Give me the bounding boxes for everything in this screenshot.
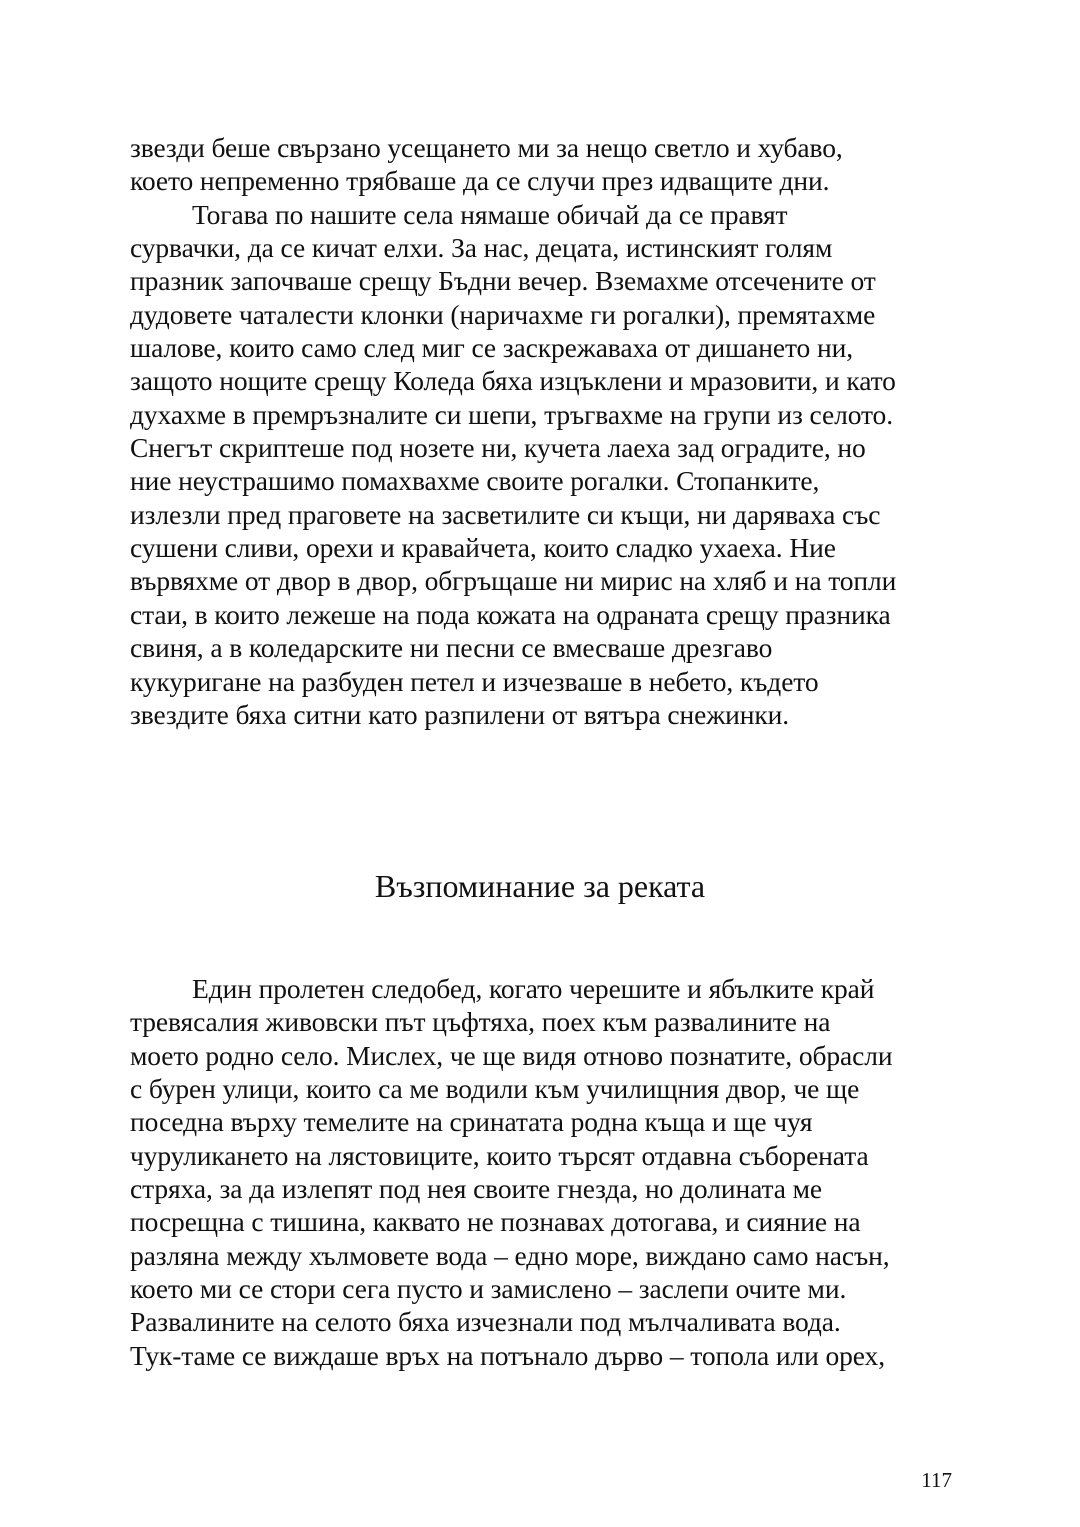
text-line: шалове, които само след миг се заскрежаваха от дишането ни, <box>130 332 853 364</box>
text-line: ние неустрашимо помахвахме своите рогалки. Стопанките, <box>130 465 820 497</box>
text-block-bottom <box>130 972 960 1372</box>
text-line: с бурен улици, които са ме водили към училищния двор, че ще <box>130 1073 860 1105</box>
text-line: кукуригане на разбуден петел и изчезваше в небето, където <box>130 665 819 697</box>
text-line: излезли пред праговете на засветилите си къщи, ни даряваха със <box>130 498 881 530</box>
text-line: свиня, а в коледарските ни песни се вмесваше дрезгаво <box>130 632 773 664</box>
text-line: Развалините на селото бяха изчезнали под мълчаливата вода. <box>130 1306 841 1338</box>
text-line: поседна върху темелите на сринатата родна къща и ще чуя <box>130 1106 813 1138</box>
paragraph-first-line: Един пролетен следобед, когато черешите и ябълките край <box>192 973 875 1004</box>
page-number: 117 <box>921 1468 952 1492</box>
chapter-title: Възпоминание за реката <box>374 868 706 904</box>
text-line: стаи, в които лежеше на пода кожата на одраната срещу празника <box>130 598 891 630</box>
text-line: звезди беше свързано усещането ми за нещо светло и хубаво, <box>130 132 843 163</box>
text-line: Снегът скриптеше под нозете ни, кучета лаеха зад оградите, но <box>130 432 866 464</box>
text-line: Тук-таме се виждаше връх на потънало дърво – топола или орех, <box>130 1339 885 1371</box>
text-block-top <box>130 131 960 731</box>
text-line: сурвачки, да се кичат елхи. За нас, децата, истинският голям <box>130 232 833 264</box>
text-line: което ми се стори сега пусто и замислено – заслепи очите ми. <box>130 1273 847 1305</box>
text-line: стряха, за да излепят под нея своите гнезда, но долината ме <box>130 1173 823 1205</box>
text-line: чуруликането на лястовиците, които търсят отдавна съборената <box>130 1139 869 1171</box>
text-line: сушени сливи, орехи и кравайчета, които сладко ухаеха. Ние <box>130 532 836 564</box>
text-line: защото нощите срещу Коледа бяха изцъклени и мразовити, и като <box>130 365 896 397</box>
text-line: моето родно село. Мислех, че ще видя отново познатите, обрасли <box>130 1039 893 1071</box>
text-line: дудовете чаталести клонки (наричахме ги рогалки), премятахме <box>130 298 876 330</box>
text-line: духахме в премръзналите си шепи, тръгвахме на групи из селото. <box>130 398 893 430</box>
text-line: което непременно трябваше да се случи през идващите дни. <box>130 165 830 197</box>
text-line: празник започваше срещу Бъдни вечер. Вземахме отсечените от <box>130 265 876 297</box>
text-line: разляна между хълмовете вода – едно море, виждано само насън, <box>130 1239 890 1271</box>
paragraph-first-line: Тогава по нашите села нямаше обичай да се правят <box>192 198 788 230</box>
text-line: вървяхме от двор в двор, обгръщаше ни мирис на хляб и на топли <box>130 565 897 597</box>
text-line: посрещна с тишина, каквато не познавах дотогава, и сияние на <box>130 1206 861 1238</box>
text-line: звездите бяха ситни като разпилени от вятъра снежинки. <box>130 698 790 730</box>
text-line: тревясалия живовски път цъфтяха, поех към развалините на <box>130 1006 831 1038</box>
